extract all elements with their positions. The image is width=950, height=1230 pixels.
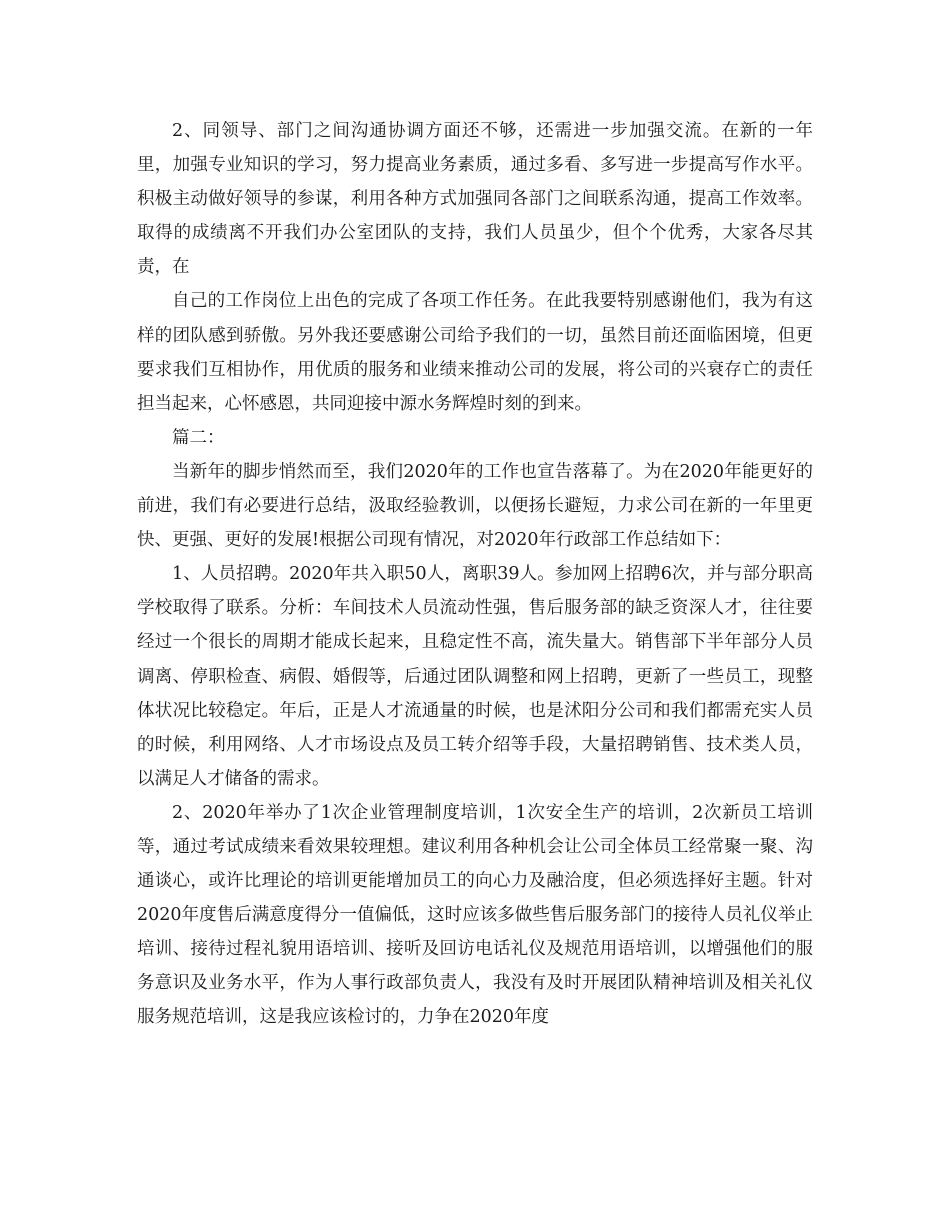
paragraph: 2、同领导、部门之间沟通协调方面还不够，还需进一步加强交流。在新的一年里，加强专业知识的学习，努力提高业务素质，通过多看、多写进一步提高写作水平。积极主动做好领导的参谋，利用各种方式加强同各部门之间联系沟通，提高工作效率。取得的成绩离不开我们办公室团队的支持，我们人员虽少，但个个优秀，大家各尽其责，在 bbox=[137, 121, 813, 278]
paragraph: 2、2020年举办了1次企业管理制度培训，1次安全生产的培训，2次新员工培训等，通过考试成绩来看效果较理想。建议利用各种机会让公司全体员工经常聚一聚、沟通谈心，或许比理论的培训更能增加员工的向心力及融洽度，但必须选择好主题。针对2020年度售后满意度得分一值偏低，这时应该多做些售后服务部门的接待人员礼仪举止培训、接待过程礼貌用语培训、接听及回访电话礼仪及规范用语培训，以增强他们的服务意识及业务水平，作为人事行政部负责人，我没有及时开展团队精神培训及相关礼仪服务规范培训，这是我应该检讨的，力争在2020年度 bbox=[137, 802, 813, 1028]
paragraph: 1、人员招聘。2020年共入职50人，离职39人。参加网上招聘6次，并与部分职高学校取得了联系。分析：车间技术人员流动性强，售后服务部的缺乏资深人才，往往要经过一个很长的周期才能成长起来，且稳定性不高，流失量大。销售部下半年部分人员调离、停职检查、病假、婚假等，后通过团队调整和网上招聘，更新了一些员工，现整体状况比较稳定。年后，正是人才流通量的时候，也是沭阳分公司和我们都需充实人员的时候，利用网络、人才市场设点及员工转介绍等手段，大量招聘销售、技术类人员，以满足人才储备的需求。 bbox=[137, 564, 813, 789]
document-body bbox=[137, 114, 813, 1035]
paragraph: 当新年的脚步悄然而至，我们2020年的工作也宣告落幕了。为在2020年能更好的前进，我们有必要进行总结，汲取经验教训，以便扬长避短，力求公司在新的一年里更快、更强、更好的发展!根据公司现有情况，对2020年行政部工作总结如下： bbox=[137, 461, 813, 551]
paragraph: 自己的工作岗位上出色的完成了各项工作任务。在此我要特别感谢他们，我为有这样的团队感到骄傲。另外我还要感谢公司给予我们的一切，虽然目前还面临困境，但更要求我们互相协作，用优质的服务和业绩来推动公司的发展，将公司的兴衰存亡的责任担当起来，心怀感恩，共同迎接中源水务辉煌时刻的到来。 bbox=[137, 291, 813, 414]
section-heading: 篇二： bbox=[172, 427, 225, 448]
